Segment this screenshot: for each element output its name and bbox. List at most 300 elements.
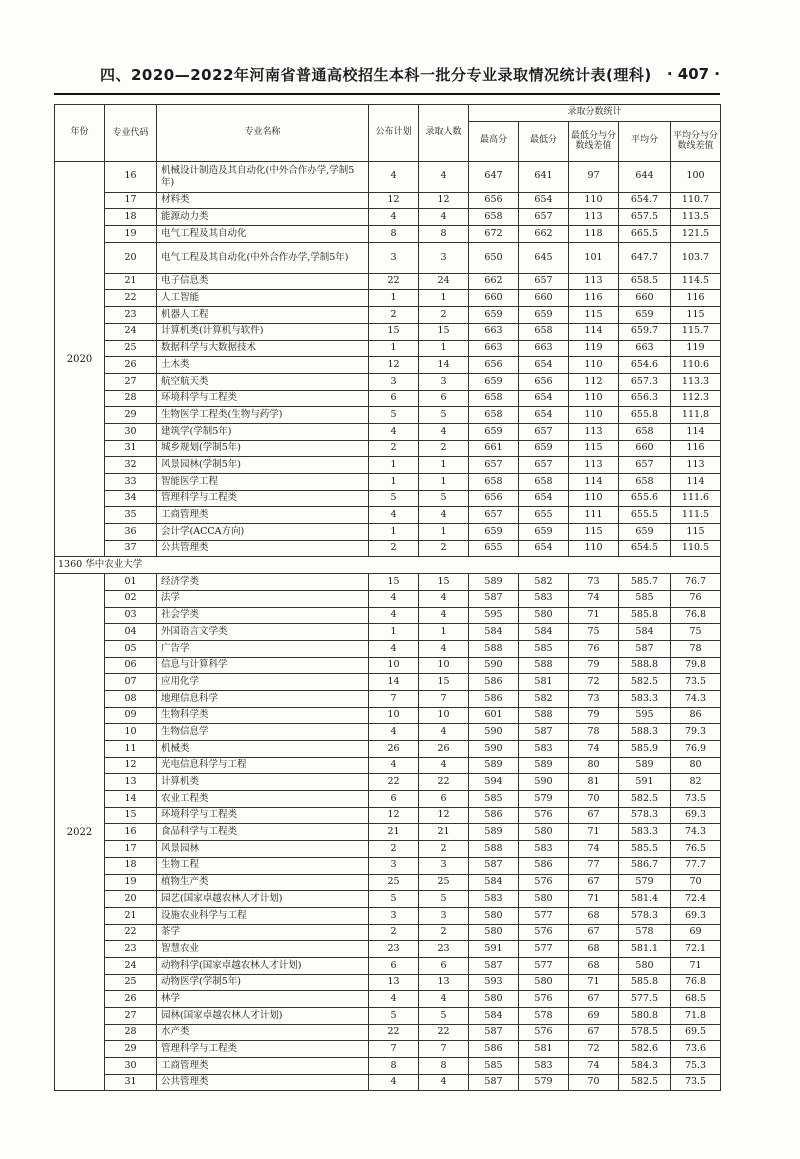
cell-min: 576 <box>519 991 569 1008</box>
cell-avg: 659.7 <box>619 323 671 340</box>
cell-avg-diff: 76.5 <box>671 841 721 858</box>
col-year: 年份 <box>55 105 105 162</box>
cell-admit: 8 <box>419 1058 469 1075</box>
cell-avg-diff: 70 <box>671 874 721 891</box>
cell-name: 航空航天类 <box>157 373 369 390</box>
cell-plan: 4 <box>369 724 419 741</box>
cell-avg-diff: 86 <box>671 707 721 724</box>
cell-name: 设施农业科学与工程 <box>157 907 369 924</box>
cell-min: 659 <box>519 440 569 457</box>
cell-min: 583 <box>519 741 569 758</box>
cell-plan: 1 <box>369 457 419 474</box>
cell-min: 654 <box>519 407 569 424</box>
cell-avg: 595 <box>619 707 671 724</box>
cell-plan: 4 <box>369 161 419 192</box>
cell-avg: 585.7 <box>619 574 671 591</box>
cell-admit: 3 <box>419 373 469 390</box>
table-row <box>55 440 721 457</box>
col-avg-diff: 平均分与分数线差值 <box>671 121 721 161</box>
cell-code: 19 <box>105 226 157 243</box>
cell-max: 587 <box>469 1024 519 1041</box>
cell-max: 595 <box>469 607 519 624</box>
table-row <box>55 290 721 307</box>
cell-name: 生物工程 <box>157 857 369 874</box>
cell-plan: 2 <box>369 440 419 457</box>
cell-max: 590 <box>469 741 519 758</box>
table-row <box>55 273 721 290</box>
cell-min-diff: 114 <box>569 323 619 340</box>
cell-admit: 6 <box>419 957 469 974</box>
table-row <box>55 323 721 340</box>
cell-admit: 15 <box>419 323 469 340</box>
cell-name: 人工智能 <box>157 290 369 307</box>
cell-min-diff: 72 <box>569 1041 619 1058</box>
cell-max: 650 <box>469 242 519 273</box>
cell-min: 660 <box>519 290 569 307</box>
cell-max: 590 <box>469 657 519 674</box>
cell-avg: 655.5 <box>619 507 671 524</box>
cell-code: 29 <box>105 1041 157 1058</box>
cell-code: 32 <box>105 457 157 474</box>
cell-avg: 657.5 <box>619 209 671 226</box>
cell-avg-diff: 79.8 <box>671 657 721 674</box>
cell-min-diff: 101 <box>569 242 619 273</box>
cell-max: 586 <box>469 690 519 707</box>
cell-admit: 2 <box>419 841 469 858</box>
cell-avg: 580 <box>619 957 671 974</box>
cell-plan: 2 <box>369 841 419 858</box>
cell-code: 27 <box>105 373 157 390</box>
cell-name: 智慧农业 <box>157 941 369 958</box>
table-row <box>55 1008 721 1025</box>
cell-min: 577 <box>519 907 569 924</box>
cell-min-diff: 118 <box>569 226 619 243</box>
cell-plan: 5 <box>369 490 419 507</box>
cell-max: 660 <box>469 290 519 307</box>
cell-max: 663 <box>469 340 519 357</box>
cell-code: 23 <box>105 307 157 324</box>
table-row <box>55 674 721 691</box>
cell-code: 25 <box>105 974 157 991</box>
cell-min: 658 <box>519 323 569 340</box>
cell-plan: 1 <box>369 524 419 541</box>
cell-min-diff: 78 <box>569 724 619 741</box>
cell-code: 11 <box>105 741 157 758</box>
cell-plan: 3 <box>369 242 419 273</box>
cell-avg: 582.5 <box>619 1074 671 1091</box>
cell-min-diff: 72 <box>569 674 619 691</box>
cell-avg: 584 <box>619 624 671 641</box>
table-row <box>55 524 721 541</box>
cell-plan: 25 <box>369 874 419 891</box>
cell-max: 589 <box>469 757 519 774</box>
cell-name: 法学 <box>157 590 369 607</box>
cell-admit: 2 <box>419 540 469 557</box>
table-row <box>55 457 721 474</box>
cell-admit: 4 <box>419 607 469 624</box>
cell-max: 588 <box>469 841 519 858</box>
col-plan: 公布计划 <box>369 105 419 162</box>
cell-name: 信息与计算科学 <box>157 657 369 674</box>
cell-admit: 4 <box>419 590 469 607</box>
table-row <box>55 874 721 891</box>
cell-min-diff: 113 <box>569 457 619 474</box>
cell-avg-diff: 121.5 <box>671 226 721 243</box>
cell-plan: 10 <box>369 657 419 674</box>
table-row <box>55 407 721 424</box>
cell-name: 生物信息学 <box>157 724 369 741</box>
cell-admit: 8 <box>419 226 469 243</box>
cell-avg-diff: 110.7 <box>671 192 721 209</box>
cell-name: 林学 <box>157 991 369 1008</box>
table-row <box>55 474 721 491</box>
cell-plan: 2 <box>369 924 419 941</box>
cell-avg-diff: 77.7 <box>671 857 721 874</box>
cell-plan: 1 <box>369 340 419 357</box>
cell-plan: 5 <box>369 891 419 908</box>
cell-avg-diff: 115 <box>671 524 721 541</box>
cell-min: 654 <box>519 390 569 407</box>
cell-max: 590 <box>469 724 519 741</box>
cell-max: 585 <box>469 791 519 808</box>
cell-name: 数据科学与大数据技术 <box>157 340 369 357</box>
cell-avg: 656.3 <box>619 390 671 407</box>
year-cell: 2020 <box>55 161 105 557</box>
cell-min-diff: 70 <box>569 1074 619 1091</box>
cell-admit: 6 <box>419 791 469 808</box>
cell-min-diff: 112 <box>569 373 619 390</box>
cell-avg-diff: 73.5 <box>671 791 721 808</box>
cell-avg: 578.5 <box>619 1024 671 1041</box>
cell-plan: 5 <box>369 1008 419 1025</box>
cell-code: 37 <box>105 540 157 557</box>
cell-avg-diff: 76.9 <box>671 741 721 758</box>
cell-min: 659 <box>519 307 569 324</box>
cell-plan: 4 <box>369 209 419 226</box>
cell-code: 29 <box>105 407 157 424</box>
cell-avg: 582.6 <box>619 1041 671 1058</box>
cell-code: 05 <box>105 640 157 657</box>
cell-avg-diff: 69.5 <box>671 1024 721 1041</box>
cell-max: 586 <box>469 1041 519 1058</box>
cell-admit: 7 <box>419 690 469 707</box>
table-row <box>55 807 721 824</box>
cell-admit: 13 <box>419 974 469 991</box>
cell-min: 659 <box>519 524 569 541</box>
cell-admit: 3 <box>419 907 469 924</box>
cell-avg-diff: 100 <box>671 161 721 192</box>
cell-code: 26 <box>105 357 157 374</box>
cell-code: 08 <box>105 690 157 707</box>
cell-avg: 579 <box>619 874 671 891</box>
cell-plan: 1 <box>369 624 419 641</box>
cell-code: 30 <box>105 423 157 440</box>
cell-max: 657 <box>469 507 519 524</box>
cell-max: 586 <box>469 807 519 824</box>
col-avg: 平均分 <box>619 121 671 161</box>
cell-name: 公共管理类 <box>157 1074 369 1091</box>
cell-avg: 658 <box>619 423 671 440</box>
cell-admit: 4 <box>419 1074 469 1091</box>
cell-name: 农业工程类 <box>157 791 369 808</box>
cell-plan: 6 <box>369 957 419 974</box>
cell-min: 580 <box>519 607 569 624</box>
cell-avg-diff: 114 <box>671 474 721 491</box>
cell-code: 35 <box>105 507 157 524</box>
cell-admit: 4 <box>419 640 469 657</box>
cell-min: 654 <box>519 540 569 557</box>
cell-min: 583 <box>519 590 569 607</box>
cell-avg: 655.6 <box>619 490 671 507</box>
cell-avg: 578 <box>619 924 671 941</box>
cell-min: 584 <box>519 624 569 641</box>
cell-max: 658 <box>469 390 519 407</box>
cell-plan: 4 <box>369 991 419 1008</box>
cell-avg-diff: 110.6 <box>671 357 721 374</box>
cell-name: 园艺(国家卓越农林人才计划) <box>157 891 369 908</box>
cell-avg: 660 <box>619 290 671 307</box>
cell-avg: 657 <box>619 457 671 474</box>
cell-code: 22 <box>105 290 157 307</box>
table-row <box>55 1074 721 1091</box>
page-title: 四、2020—2022年河南省普通高校招生本科一批分专业录取情况统计表(理科) <box>100 65 652 84</box>
table-row <box>55 957 721 974</box>
cell-max: 589 <box>469 824 519 841</box>
cell-min-diff: 110 <box>569 390 619 407</box>
table-row <box>55 507 721 524</box>
cell-avg-diff: 71 <box>671 957 721 974</box>
cell-min-diff: 68 <box>569 941 619 958</box>
cell-avg: 585 <box>619 590 671 607</box>
cell-min: 654 <box>519 490 569 507</box>
cell-avg: 577.5 <box>619 991 671 1008</box>
cell-admit: 10 <box>419 707 469 724</box>
cell-avg: 585.8 <box>619 974 671 991</box>
cell-avg-diff: 115.7 <box>671 323 721 340</box>
table-row <box>55 624 721 641</box>
cell-admit: 12 <box>419 192 469 209</box>
cell-admit: 4 <box>419 161 469 192</box>
cell-min-diff: 73 <box>569 574 619 591</box>
table-row <box>55 209 721 226</box>
cell-admit: 26 <box>419 741 469 758</box>
cell-max: 594 <box>469 774 519 791</box>
cell-min-diff: 110 <box>569 407 619 424</box>
cell-min-diff: 115 <box>569 524 619 541</box>
cell-min: 579 <box>519 1074 569 1091</box>
cell-min: 577 <box>519 941 569 958</box>
page-header <box>100 62 720 86</box>
cell-avg-diff: 116 <box>671 440 721 457</box>
cell-avg-diff: 72.1 <box>671 941 721 958</box>
cell-admit: 5 <box>419 407 469 424</box>
cell-name: 生物医学工程类(生物与药学) <box>157 407 369 424</box>
cell-min: 585 <box>519 640 569 657</box>
cell-min-diff: 71 <box>569 824 619 841</box>
cell-code: 10 <box>105 724 157 741</box>
col-min-diff: 最低分与分数线差值 <box>569 121 619 161</box>
table-row <box>55 974 721 991</box>
table-row <box>55 340 721 357</box>
cell-plan: 1 <box>369 290 419 307</box>
cell-admit: 4 <box>419 209 469 226</box>
cell-min: 589 <box>519 757 569 774</box>
cell-name: 光电信息科学与工程 <box>157 757 369 774</box>
cell-avg: 588.8 <box>619 657 671 674</box>
cell-avg-diff: 69.3 <box>671 907 721 924</box>
table-row <box>55 161 721 192</box>
cell-plan: 4 <box>369 607 419 624</box>
cell-max: 580 <box>469 907 519 924</box>
cell-avg-diff: 111.6 <box>671 490 721 507</box>
cell-avg-diff: 73.5 <box>671 674 721 691</box>
cell-max: 657 <box>469 457 519 474</box>
cell-avg: 583.3 <box>619 824 671 841</box>
cell-name: 公共管理类 <box>157 540 369 557</box>
cell-min-diff: 79 <box>569 657 619 674</box>
table-row <box>55 423 721 440</box>
cell-code: 23 <box>105 941 157 958</box>
cell-plan: 4 <box>369 423 419 440</box>
table-row <box>55 741 721 758</box>
cell-avg-diff: 71.8 <box>671 1008 721 1025</box>
cell-min: 582 <box>519 690 569 707</box>
cell-admit: 6 <box>419 390 469 407</box>
table-row <box>55 373 721 390</box>
table-row <box>55 907 721 924</box>
cell-max: 659 <box>469 373 519 390</box>
cell-avg: 581.4 <box>619 891 671 908</box>
cell-min-diff: 67 <box>569 1024 619 1041</box>
cell-min: 576 <box>519 924 569 941</box>
table-row <box>55 607 721 624</box>
cell-avg: 665.5 <box>619 226 671 243</box>
cell-min-diff: 73 <box>569 690 619 707</box>
cell-code: 15 <box>105 807 157 824</box>
cell-admit: 5 <box>419 1008 469 1025</box>
cell-min-diff: 111 <box>569 507 619 524</box>
section-2022 <box>55 574 721 1091</box>
cell-name: 电气工程及其自动化 <box>157 226 369 243</box>
cell-min: 580 <box>519 974 569 991</box>
cell-avg-diff: 79.3 <box>671 724 721 741</box>
cell-code: 25 <box>105 340 157 357</box>
cell-avg-diff: 76.7 <box>671 574 721 591</box>
cell-avg: 655.8 <box>619 407 671 424</box>
cell-min: 580 <box>519 891 569 908</box>
cell-plan: 8 <box>369 226 419 243</box>
cell-avg: 581.1 <box>619 941 671 958</box>
cell-plan: 22 <box>369 1024 419 1041</box>
cell-avg-diff: 78 <box>671 640 721 657</box>
cell-name: 能源动力类 <box>157 209 369 226</box>
cell-avg-diff: 110.5 <box>671 540 721 557</box>
cell-code: 26 <box>105 991 157 1008</box>
cell-plan: 4 <box>369 757 419 774</box>
col-name: 专业名称 <box>157 105 369 162</box>
table-row <box>55 924 721 941</box>
cell-avg-diff: 111.8 <box>671 407 721 424</box>
cell-avg: 583.3 <box>619 690 671 707</box>
col-group-scores: 录取分数统计 <box>469 105 721 122</box>
cell-name: 计算机类 <box>157 774 369 791</box>
cell-min: 579 <box>519 791 569 808</box>
cell-min-diff: 113 <box>569 273 619 290</box>
cell-avg-diff: 113 <box>671 457 721 474</box>
cell-code: 31 <box>105 1074 157 1091</box>
cell-max: 659 <box>469 423 519 440</box>
cell-plan: 3 <box>369 373 419 390</box>
table-row <box>55 226 721 243</box>
cell-min-diff: 69 <box>569 1008 619 1025</box>
cell-min-diff: 74 <box>569 741 619 758</box>
cell-avg: 585.5 <box>619 841 671 858</box>
cell-code: 33 <box>105 474 157 491</box>
cell-min: 655 <box>519 507 569 524</box>
cell-min: 588 <box>519 707 569 724</box>
cell-avg: 578.3 <box>619 807 671 824</box>
cell-name: 园林(国家卓越农林人才计划) <box>157 1008 369 1025</box>
cell-avg-diff: 103.7 <box>671 242 721 273</box>
section-2020 <box>55 161 721 557</box>
cell-max: 583 <box>469 891 519 908</box>
cell-min-diff: 67 <box>569 807 619 824</box>
cell-avg: 587 <box>619 640 671 657</box>
cell-avg-diff: 113.3 <box>671 373 721 390</box>
table-row <box>55 824 721 841</box>
table-row <box>55 857 721 874</box>
cell-name: 风景园林 <box>157 841 369 858</box>
cell-min: 657 <box>519 457 569 474</box>
cell-plan: 2 <box>369 540 419 557</box>
cell-min-diff: 97 <box>569 161 619 192</box>
cell-plan: 4 <box>369 1074 419 1091</box>
cell-avg: 586.7 <box>619 857 671 874</box>
cell-admit: 4 <box>419 757 469 774</box>
cell-min-diff: 74 <box>569 590 619 607</box>
cell-code: 18 <box>105 857 157 874</box>
cell-min-diff: 67 <box>569 874 619 891</box>
cell-admit: 3 <box>419 857 469 874</box>
cell-code: 28 <box>105 390 157 407</box>
cell-name: 动物医学(学制5年) <box>157 974 369 991</box>
cell-plan: 26 <box>369 741 419 758</box>
cell-code: 18 <box>105 209 157 226</box>
cell-admit: 23 <box>419 941 469 958</box>
cell-name: 管理科学与工程类 <box>157 1041 369 1058</box>
cell-name: 地理信息科学 <box>157 690 369 707</box>
cell-admit: 25 <box>419 874 469 891</box>
cell-min-diff: 114 <box>569 474 619 491</box>
cell-min: 580 <box>519 824 569 841</box>
cell-admit: 1 <box>419 340 469 357</box>
cell-max: 589 <box>469 574 519 591</box>
cell-admit: 12 <box>419 807 469 824</box>
cell-name: 外国语言文学类 <box>157 624 369 641</box>
cell-plan: 22 <box>369 273 419 290</box>
cell-max: 656 <box>469 490 519 507</box>
table-row <box>55 891 721 908</box>
cell-min-diff: 113 <box>569 209 619 226</box>
cell-avg-diff: 69 <box>671 924 721 941</box>
cell-max: 601 <box>469 707 519 724</box>
cell-min: 656 <box>519 373 569 390</box>
cell-plan: 12 <box>369 807 419 824</box>
cell-avg: 654.7 <box>619 192 671 209</box>
cell-avg: 647.7 <box>619 242 671 273</box>
cell-avg: 658.5 <box>619 273 671 290</box>
cell-code: 34 <box>105 490 157 507</box>
